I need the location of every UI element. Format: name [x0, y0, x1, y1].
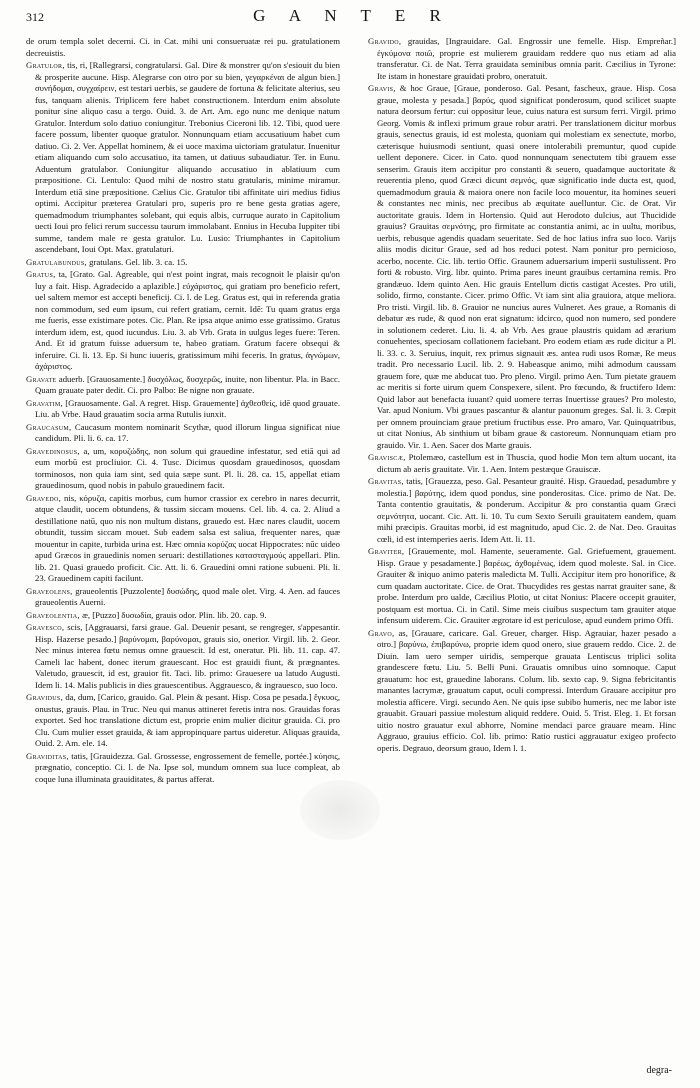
dictionary-entry	[26, 751, 340, 786]
entry-headword: Gratulor,	[26, 60, 65, 70]
left-column	[26, 36, 340, 786]
entry-text: aduerb. [Grauosamente.] δυσχόλως, δυσχερῶς, inuite, non libentur. Pla. in Bacc. Quam grauate pater dedit. Ci. pro Palbo: Be nigne non grauate.	[35, 373, 340, 395]
dictionary-entry	[368, 628, 676, 755]
entry-text: [Grauemente, mol. Hamente, seueramente. Gal. Griefuement, grauement. Hisp. Graue y pesadamente.] βαρέως, ἀχθομένως, idem quod moleste. Sal. in Cice. Grauiter & iniquo animo pateris maledicta M. Tulli. Accipitur item pro honorifice, & cum quadam auctoritate. Cice. de Orat. Thucydides res gestas narrat grauiter sane, & probe. Interdum pro ualde, Cæcilius Plotio, ut citat Nonius: Placere occepit grauiter, postquam est mortua. Ci. in Catil. Sime meis ciuibus suspectum tam grauiter atque infensum uiderem. Cic. Grauiter ægrotare id est periculose, apud eundem primo Offi.	[377, 546, 677, 625]
entry-text: gratulans. Gel. lib. 3. ca. 15.	[89, 256, 188, 267]
running-head: G A N T E R	[253, 6, 451, 25]
entry-headword: Gravido,	[368, 36, 402, 46]
entry-headword: Gravesco,	[26, 622, 65, 632]
entry-text: [Grauosamente. Gal. A regret. Hisp. Grauemente] ἀχθεσθείς, idē quod grauate. Liu. ab Vrbe. Haud grauatim socia arma Rutulis iunxit.	[35, 397, 340, 419]
entry-text: scis, [Aggrauarsi, farsi graue. Gal. Deuenir pesant, se rengreger, s'appesantir. Hisp. Hazerse pesado.] βαρύνομαι, βαρύνομαι, grauis sio, onerior. Virgil. lib. 2. Geor. Nec minus interea fœtu nemus omne grauescit. Id est, oneratur. Pli. lib. 11. cap. 47. Cameli lac habent, donec iterum grauescant. Hoc est grauidi fiunt, & prægnantes. Valetudo, grauescit, id est, grauior fit. Taci. lib. primo: Grauesere ua latudo Augusti. Idem li. 14. Malis publicis in dies grauescentibus. Aggrauesco, & ingrauesco, suo loco.	[35, 622, 340, 690]
entry-headword: Gratus,	[26, 269, 56, 279]
entry-text: æ, [Puzzo] δυσωδία, grauis odor. Plin. lib. 20. cap. 9.	[82, 609, 267, 620]
dictionary-entry	[26, 610, 340, 622]
catchword: degra-	[646, 1065, 672, 1076]
entry-text: tatis, [Grauidezza. Gal. Grossesse, engrossement de femelle, portée.] κύησις, prægnatio, conceptio. Ci. l. de Na. Ipse sol, mundum omnem sua luce compleat, ab coque luna illuminata grauiditates, & partus afferat.	[35, 750, 340, 784]
entry-headword: Graviditas,	[26, 750, 69, 761]
entry-text: as, [Grauare, caricare. Gal. Greuer, charger. Hisp. Agrauiar, hazer pesado a otro.] βαρύνω, ἐπιβαρύνω, proprie idem quod onero, siue grauem reddo. Cice. 2. de Diuin. Iam uero semper uiridis, semperque grauata Lentiscus triplici solita grandescere fœtu. Liu. 5. Belli Puni. Grauatis omnibus uino somnoque. Caput grauatum: hoc est, grauedine laborans. Colum. lib. sexto cap. 9. Signa febricitantis manantes lacrymæ, grauatum caput, oculi compressi. Interdum Grauare accipitur pro molestia afficere. Virgi. secundo Aen. Ne quis ipse subibo humeris, nec me labor iste grauabit. Grauari passiue molestum aliquid reddere. Ouid. 5. Trist. Eleg. 1. Et forsan uitio nostro grauatur exul abhorre, Nomine mendaci parce grauare meam. Hinc Aggrauo, grauius efficio. Col. lib. primo: Ratio rustici aggrauatur exigeo profecto operis. Degrauo, deorsum grauo, Idem l. 1.	[377, 627, 676, 753]
entry-headword: Gravedinosus,	[26, 445, 80, 456]
entry-text: de orum templa solet decerni. Ci. in Cat. mihi uni consueruatæ rei pu. gratulationem decreuistis.	[26, 36, 340, 58]
entry-headword: Gravitas,	[368, 476, 404, 486]
entry-text: ta, [Grato. Gal. Agreable, qui n'est point ingrat, mais recognoit le plaisir qu'on luy a fait. Hisp. Agradecido a aplazible.] εὐχάριστος, qui gratiam pro beneficio refert, uel saltem memor est accepti beneficij. Ci. l. de Leg. Gratus est, qui in referenda gratia non commodum, sed eum ipsum, cui refert gratiam, cernit. Idē: Tu quam gratus erga me fueris, esse existimare potes. Cic. Plan. Re ipsa atque animo esse gratissimo. Gratus interdum idem, est, quod iucundus. Liu. 3. ab Vrb. Grata in uulgus leges fuere: Teren. And. Et id gratum fuisse aduersum te, habeo gratiam. Gratum facere obsequi & inferuire. Ci. li. 13. Ep. Si hunc iuueris, gratissimum mihi feceris. In gratus, ἀγνώμων, ἀχάριστος.	[35, 269, 340, 371]
entry-text: grauidas, [Ingrauidare. Gal. Engrossir une femelle. Hisp. Empreñar.] ἐγκύμονα ποιῶ, proprie est mulierem grauidam reddere quo nus etiam ad alia transferatur. Ci. de Nat. Terra grauidata seminibus omnia parit. Cæcilius in Tyrone: Ite istam in honestare grauidati probro, oneratuit.	[377, 36, 676, 81]
entry-headword: Gravis,	[368, 83, 396, 93]
page-header	[26, 6, 678, 28]
dictionary-entry	[26, 422, 340, 445]
dictionary-entry	[368, 476, 676, 545]
entry-headword: Gravatim,	[26, 397, 63, 408]
entry-headword: Gravate	[26, 373, 57, 384]
entry-headword: Gravo,	[368, 627, 395, 638]
entry-headword: Gravidus,	[26, 692, 64, 702]
entry-headword: Gravedo,	[26, 492, 62, 503]
entry-headword: Graviter,	[368, 546, 405, 556]
dictionary-entry	[26, 36, 340, 59]
paper-stain	[300, 780, 380, 840]
dictionary-entry	[26, 269, 340, 373]
entry-text: & hoc Graue, [Graue, ponderoso. Gal. Pesant, fascheux, graue. Hisp. Cosa graue, molesta y pesada.] βαρύς, quod significat ponderosum, quod scilicet suapte natura deorsum fertur: cui oppositur leue, cuius natura est sursum ferri. Virgil. primo Georg. Vomis & inflexi primum graue robur aratri. Per translationem dicitur morbus grauis, senectus grauis, id est molesta, quoniam qui molestiam ex senectute, morbo, cæterisque huiusmodi sentiunt, quasi onere intolerabili premuntur, quod cupide uellent deponere. Cicer. in Cato. quod nonnunquam senectutem tibi grauem esse senserim. Grauis item accipitur pro constanti & seuero, quadamque auctoritate & reuerentia pleno, quod Græci dicunt σεμνός, quæ significatio inde ducta est, quod, quemadmodum grauia & maiora onere non facile loco mouentur, ita homines seueri & constantes nec minis, nec precibus ab æquitate auelluntur. Cic. de Orat. Vir auctoritate grauis. Idem in Hortensio. Quid aut Herodoto dulcius, aut Thucidide grauius? Grauitas σεμνότης, pro firmitate ac constantia animi, ac in uultu, moribus, uerbis, rebusque agendis quadam seueritate. Sed de hoc latius infra suo loco. Varijs aliis modis dicitur Graue, sed ad hos reduci potest. Nam ponitur pro pernicioso, acerbo, nocente. Cic. lib. tertio Offic. Graunem aduersarium imperii sustulissent. Pro forti & robusto. Virg. libr. quinto. Prima pares ineunt grauibus certamina remis. Pro grandæuo. Idem quinto Aen. Hic grauis Entellum dictis castigat Acestes. Pro utili, solido, firmo, constante. Cicer. primo Offic. Vt iam sint alia grauiora, atque meliora. Pro tristi. Virgil. lib. 8. Grauior ne nuncius aures Vulneret. Aes graue, a Romanis di debatur æs rude, & quod non erat signatum: idcirco, quod non numero, sed pondere in solutionem cederet. Liu. li. 4. ab Vrb. Aes graue plaustris quidam ad ærarium conuehentes, speciosam collationem faciebant. Pro eodem etiam æs rude dicitur a Pl. li. 33. c. 3. Seruius, inquit, rex primus signauit æs. antea rudi usos Romæ, Re meus tradit. Pro necessario Lucil. lib. 2. 9. Habeasque animo, mihi admodum caussam grauem fore, quæ me abducat tuo. Pro pleno. Virgil. primo Aen. Tum pietate grauem ac meritis si forte uirum quem Conspexere, silent. Pro fœcundo, & fructifero Idem: Quid labor aut benefacta iuuant? quid uomere terras Inuertisse graues? Pro molesto, Var. apud Nonium. Vbi graues pascantur & alantur pauonum greges. Sal. li. 3. Cœpit per omnem prouinciam graue pretium fructibus esse. Pro amaro, Var. Quinquatribus, ut citat Nonius, Ab sinthium ut bibam graue & castoreum. Nonnunquam etiam pro grauido. Vir. 1. Aen. Sacer dos Marte grauis.	[377, 83, 677, 450]
dictionary-entry	[26, 622, 340, 691]
dictionary-entry	[26, 257, 340, 269]
entry-headword: Graviscæ,	[368, 452, 406, 462]
entry-text: tis, ri, [Rallegrarsi, congratularsi. Gal. Dire & monstrer qu'on s'esiouit du bien & prosperite aucune. Hisp. Alegrarse con otro por su bien, γεγαρκέναι de algun bien.] συνήδομαι, συγχαίρειν, est testari uerbis, se gaudere de fortuna & felicitate alterius, seu fus, tanquam alienis. Triplicem fere habet constructionem. Interdum enim absolute ponitur sine aliquo casu a tergo. Ouid. 3. de Art. Am. ego nunc me denique natum Gratulor. Interdum solo datiuo coniungitur. Trebonius Ciceroni lib. 12. Tibi, quod uere facere possum, libenter quoque gratulor. Nonnunquam etiam accusatiuum habet cum datiuo. Ci. 2. Ver. Appellat hominem, & ei uoce maxima uictoriam gratulatur. Inuenitur etiam aliquando cum solo accusatiuo, ita tamen, ut datiuus subaudiatur. Ter. in Eunu. Aduentum gratulabor. Coniungitur aliquando accusatiuo in ablatiuum cum præpositione. Ci. Lentulo: Quod mihi de nostro statu gratularis, minime miramur. Interdum etiā sine præpositione. Cælius Cic. Gratulor tibi affinitate uiri medius fidius optimi. Accipitur præterea Gratulari pro, superis pro re bene gesta gratias agere, quemadmodum triumphantes solebant, qui equis albis, curruque aurato in Capitolium uecti Ioui pro felici rerum successu taurum immolabant. Ennius in Hecuba Iuppiter tibi summe, tandem male re gesta gratulor. Lu. Lusio: Triumphantes in Capitolium ascendebant, Ioui Opt. Max. gratulaturi.	[35, 60, 340, 254]
right-column	[368, 36, 676, 755]
dictionary-entry	[26, 586, 340, 609]
entry-headword: Graveolens,	[26, 585, 73, 596]
entry-text: nis, κόρυζα, capitis morbus, cum humor crassior ex cerebro in nares decurrit, atque claudit, uocem obtundens, & tussim siccam mouens. Cel. lib. 4. ca. 2. Aliud a destillatione natū, quo nis non multum distans, grauedo est. Hæc nares claudit, uocem obtundit, tussim siccam mouet. Sub eadem salsa est saliua, frequenter nares, quæ mouentur in capite, turbida urina est. Hæc omnia κορύζας uocat Hippocrates: nūc uideo apud Græcos in grauedinis nomen seruari: destillationes κατασταγμούς appellari. Plin. lib. 21. Quasi grauedo proficit. Cic. Att. li. 6. Grauedini omni ratione subueni. Pli. li. 23. Grauedinem capiti facilunt.	[35, 492, 340, 583]
entry-text: a, um, κορυζώδης, non solum qui grauedine infestatur, sed etiā qui ad eum morbū est procliuior. Ci. 4. Tusc. Dicimus quosdam grauedinosos, quosdam torminosos, non quia iam sint, sed quia sæpe sunt. Pl. li. 28. ca. 15, appellat etiam grauedinosum, quod nobis in pabulo grauedinem facit.	[35, 445, 341, 490]
entry-headword: Graucasum,	[26, 421, 72, 432]
dictionary-entry	[26, 60, 340, 256]
entry-text: da, dum, [Carico, grauido. Gal. Plein & pesant. Hisp. Cosa pe pesada.] ἔγκυος, onustus, grauis. Plau. in Truc. Neu qui manus attineret feretis intra nos. Grauidas foras exportet. Sed hoc translatione dictum est, proprie enim mulier dicitur grauida. Ci. pro Clu. Cum mulier esset grauida, & iam appropinquare partus uideretur. Aliquas grauida, Ouid. 2. Am. ele. 14.	[35, 692, 340, 748]
entry-headword: Graveolentia,	[26, 609, 80, 620]
dictionary-entry	[368, 452, 676, 475]
entry-text: graueolentis [Puzzolente] δυσώδης, quod male olet. Virg. 4. Aen. ad fauces graueolentis Auerni.	[35, 585, 340, 607]
dictionary-entry	[26, 374, 340, 397]
dictionary-entry	[26, 398, 340, 421]
entry-headword: Gratulabundus,	[26, 256, 87, 267]
dictionary-entry	[368, 83, 676, 451]
dictionary-entry	[26, 446, 340, 492]
entry-text: Caucasum montem nominarit Scythæ, quod illorum lingua significat niue candidum. Pli. li. 6. ca. 17.	[35, 421, 340, 443]
page-number: 312	[26, 10, 44, 24]
dictionary-entry	[26, 493, 340, 585]
dictionary-entry	[368, 546, 676, 627]
dictionary-entry	[26, 692, 340, 750]
dictionary-entry	[368, 36, 676, 82]
entry-text: tatis, [Grauezza, peso. Gal. Pesanteur grauité. Hisp. Grauedad, pesadumbre y molestia.] βαρύτης, idem quod pondus, sine ponderositas. Cice. primo de Nat. De. Tanta contentio grauitatis, & ponderum. Accipitur & pro constantia quam Græci σεμνότητα, uocant. Cic. Att. li. 10. Tu cum Sexto Seruili grauitatem eandem, quam mihi præcipis. Grauitas morbi, id est magnitudo, apud Cic. 2. de Nat. Deo. Grauitas cœli, id est intemperies aeris. Idem Att. li. 11.	[377, 476, 676, 544]
entry-text: Ptolemæo, castellum est in Thuscia, quod hodie Mon tem altum uocant, ita dictum ab aeris grauitate. Vir. 1. Aen. Intem pestæque Grauiscæ.	[377, 452, 676, 474]
